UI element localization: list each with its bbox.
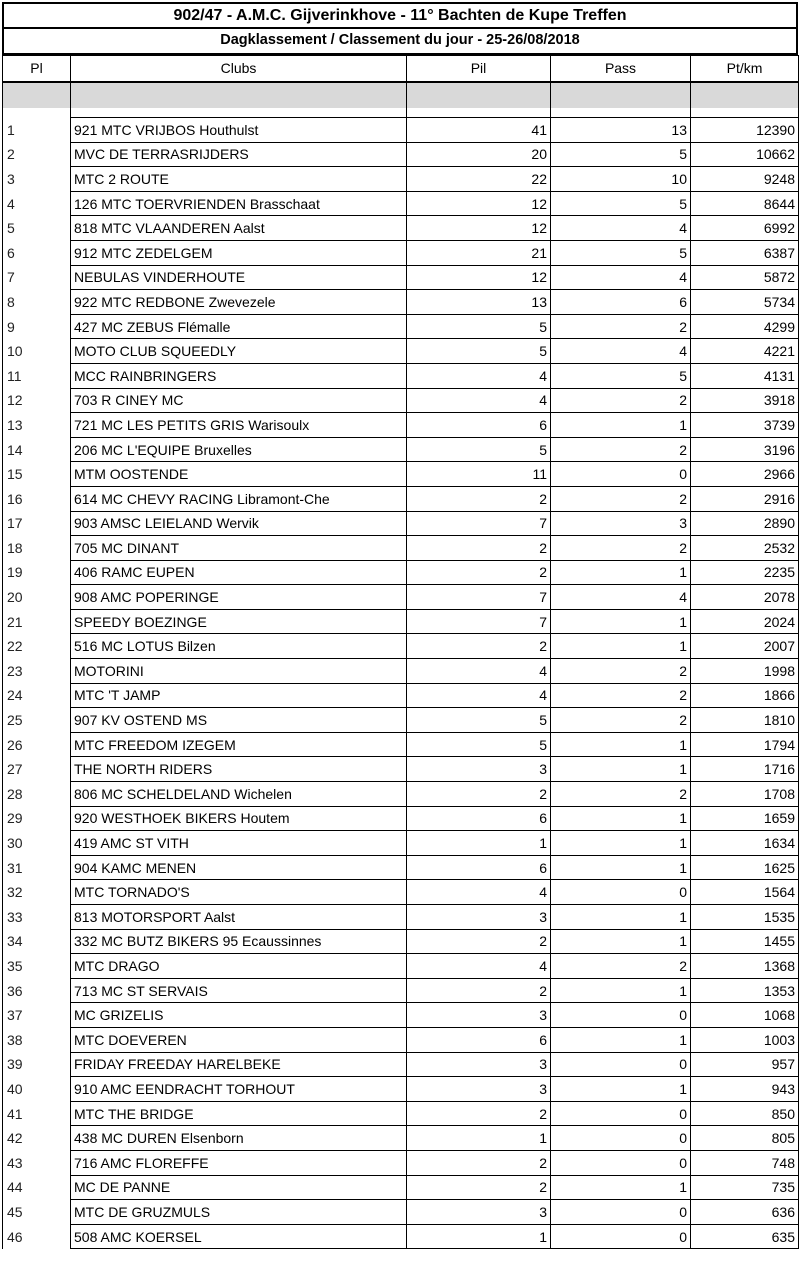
- pass-cell: 0: [551, 1200, 691, 1225]
- ptkm-cell: 1634: [691, 831, 799, 856]
- club-cell: 922 MTC REDBONE Zwevezele: [71, 290, 407, 315]
- ptkm-cell: 943: [691, 1077, 799, 1102]
- pil-cell: 22: [407, 167, 551, 192]
- rank-cell: 21: [3, 609, 71, 634]
- pass-cell: 4: [551, 339, 691, 364]
- rank-cell: 36: [3, 978, 71, 1003]
- pil-cell: 2: [407, 929, 551, 954]
- column-header-pil: Pil: [407, 56, 551, 82]
- club-cell: MC GRIZELIS: [71, 1003, 407, 1028]
- pil-cell: 21: [407, 240, 551, 265]
- club-cell: 912 MTC ZEDELGEM: [71, 240, 407, 265]
- rank-cell: 40: [3, 1077, 71, 1102]
- pil-cell: 1: [407, 1224, 551, 1249]
- table-row: [3, 1224, 799, 1249]
- document-title: 902/47 - A.M.C. Gijverinkhove - 11° Bachten de Kupe Treffen: [2, 2, 798, 29]
- club-cell: 716 AMC FLOREFFE: [71, 1150, 407, 1175]
- rank-cell: 4: [3, 191, 71, 216]
- rank-cell: 8: [3, 290, 71, 315]
- table-row: [3, 191, 799, 216]
- pil-cell: 5: [407, 314, 551, 339]
- club-cell: FRIDAY FREEDAY HARELBEKE: [71, 1052, 407, 1077]
- ptkm-cell: 1625: [691, 855, 799, 880]
- ptkm-cell: 1353: [691, 978, 799, 1003]
- pil-cell: 4: [407, 659, 551, 684]
- ptkm-cell: 4299: [691, 314, 799, 339]
- pass-cell: 2: [551, 486, 691, 511]
- pil-cell: 4: [407, 388, 551, 413]
- pass-cell: 4: [551, 216, 691, 241]
- club-cell: 818 MTC VLAANDEREN Aalst: [71, 216, 407, 241]
- table-row: [3, 413, 799, 438]
- club-cell: 910 AMC EENDRACHT TORHOUT: [71, 1077, 407, 1102]
- ptkm-cell: 1708: [691, 782, 799, 807]
- ptkm-cell: 1535: [691, 905, 799, 930]
- club-cell: 921 MTC VRIJBOS Houthulst: [71, 118, 407, 143]
- pil-cell: 6: [407, 806, 551, 831]
- document-subtitle: Dagklassement / Classement du jour - 25-26/08/2018: [2, 29, 798, 55]
- pass-cell: 10: [551, 167, 691, 192]
- pass-cell: 0: [551, 462, 691, 487]
- pil-cell: 6: [407, 855, 551, 880]
- club-cell: MTM OOSTENDE: [71, 462, 407, 487]
- club-cell: 721 MC LES PETITS GRIS Warisoulx: [71, 413, 407, 438]
- club-cell: 406 RAMC EUPEN: [71, 560, 407, 585]
- pass-cell: 5: [551, 191, 691, 216]
- table-row: [3, 240, 799, 265]
- pass-cell: 2: [551, 782, 691, 807]
- pil-cell: 13: [407, 290, 551, 315]
- pil-cell: 2: [407, 634, 551, 659]
- table-row: [3, 462, 799, 487]
- rank-cell: 17: [3, 511, 71, 536]
- ptkm-cell: 6387: [691, 240, 799, 265]
- pass-cell: 0: [551, 1224, 691, 1249]
- pil-cell: 2: [407, 1101, 551, 1126]
- ptkm-cell: 4221: [691, 339, 799, 364]
- ptkm-cell: 850: [691, 1101, 799, 1126]
- ptkm-cell: 805: [691, 1126, 799, 1151]
- rank-cell: 16: [3, 486, 71, 511]
- pil-cell: 20: [407, 142, 551, 167]
- pass-cell: 1: [551, 855, 691, 880]
- pil-cell: 3: [407, 1200, 551, 1225]
- ptkm-cell: 748: [691, 1150, 799, 1175]
- table-row: [3, 683, 799, 708]
- table-row: [3, 1052, 799, 1077]
- ptkm-cell: 957: [691, 1052, 799, 1077]
- pass-cell: 1: [551, 560, 691, 585]
- rank-cell: 30: [3, 831, 71, 856]
- table-row: [3, 388, 799, 413]
- table-row: [3, 265, 799, 290]
- pil-cell: 7: [407, 511, 551, 536]
- ptkm-cell: 1998: [691, 659, 799, 684]
- pil-cell: 2: [407, 560, 551, 585]
- spacer-row: [3, 108, 799, 118]
- rank-cell: 13: [3, 413, 71, 438]
- pil-cell: 5: [407, 708, 551, 733]
- pass-cell: 2: [551, 954, 691, 979]
- pil-cell: 6: [407, 413, 551, 438]
- pil-cell: 3: [407, 1003, 551, 1028]
- table-row: [3, 1175, 799, 1200]
- ptkm-cell: 10662: [691, 142, 799, 167]
- club-cell: 703 R CINEY MC: [71, 388, 407, 413]
- club-cell: 516 MC LOTUS Bilzen: [71, 634, 407, 659]
- table-row: [3, 511, 799, 536]
- pil-cell: 2: [407, 1175, 551, 1200]
- ptkm-cell: 5872: [691, 265, 799, 290]
- ptkm-cell: 1716: [691, 757, 799, 782]
- table-row: [3, 634, 799, 659]
- rank-cell: 35: [3, 954, 71, 979]
- pil-cell: 5: [407, 437, 551, 462]
- pass-cell: 2: [551, 708, 691, 733]
- ptkm-cell: 2966: [691, 462, 799, 487]
- club-cell: MC DE PANNE: [71, 1175, 407, 1200]
- pil-cell: 1: [407, 831, 551, 856]
- ranking-table: [2, 55, 799, 1249]
- pass-cell: 0: [551, 880, 691, 905]
- table-row: [3, 290, 799, 315]
- pil-cell: 12: [407, 191, 551, 216]
- pass-cell: 2: [551, 683, 691, 708]
- pass-cell: 13: [551, 118, 691, 143]
- pass-cell: 1: [551, 634, 691, 659]
- ptkm-cell: 6992: [691, 216, 799, 241]
- ranking-rows: [3, 118, 799, 1249]
- rank-cell: 43: [3, 1150, 71, 1175]
- club-cell: 813 MOTORSPORT Aalst: [71, 905, 407, 930]
- pass-cell: 6: [551, 290, 691, 315]
- pil-cell: 12: [407, 265, 551, 290]
- pass-cell: 1: [551, 757, 691, 782]
- rank-cell: 3: [3, 167, 71, 192]
- rank-cell: 45: [3, 1200, 71, 1225]
- club-cell: MTC 'T JAMP: [71, 683, 407, 708]
- club-cell: MTC TORNADO'S: [71, 880, 407, 905]
- ptkm-cell: 735: [691, 1175, 799, 1200]
- table-row: [3, 486, 799, 511]
- ptkm-cell: 12390: [691, 118, 799, 143]
- pass-cell: 1: [551, 609, 691, 634]
- rank-cell: 19: [3, 560, 71, 585]
- pass-cell: 4: [551, 585, 691, 610]
- ranking-sheet: [2, 2, 798, 1249]
- pil-cell: 2: [407, 486, 551, 511]
- club-cell: 508 AMC KOERSEL: [71, 1224, 407, 1249]
- club-cell: 419 AMC ST VITH: [71, 831, 407, 856]
- club-cell: 806 MC SCHELDELAND Wichelen: [71, 782, 407, 807]
- pass-cell: 0: [551, 1052, 691, 1077]
- pass-cell: 0: [551, 1150, 691, 1175]
- table-row: [3, 363, 799, 388]
- ptkm-cell: 2024: [691, 609, 799, 634]
- rank-cell: 18: [3, 536, 71, 561]
- rank-cell: 22: [3, 634, 71, 659]
- ptkm-cell: 2532: [691, 536, 799, 561]
- rank-cell: 37: [3, 1003, 71, 1028]
- club-cell: 427 MC ZEBUS Flémalle: [71, 314, 407, 339]
- rank-cell: 25: [3, 708, 71, 733]
- ptkm-cell: 8644: [691, 191, 799, 216]
- table-header-row: [3, 56, 799, 82]
- ptkm-cell: 1455: [691, 929, 799, 954]
- pass-cell: 1: [551, 978, 691, 1003]
- club-cell: MTC DOEVEREN: [71, 1027, 407, 1052]
- pil-cell: 3: [407, 1052, 551, 1077]
- table-row: [3, 437, 799, 462]
- ptkm-cell: 5734: [691, 290, 799, 315]
- rank-cell: 38: [3, 1027, 71, 1052]
- table-row: [3, 659, 799, 684]
- ptkm-cell: 2916: [691, 486, 799, 511]
- pil-cell: 2: [407, 1150, 551, 1175]
- pil-cell: 6: [407, 1027, 551, 1052]
- table-row: [3, 1077, 799, 1102]
- ptkm-cell: 3196: [691, 437, 799, 462]
- rank-cell: 23: [3, 659, 71, 684]
- pass-cell: 1: [551, 1077, 691, 1102]
- table-row: [3, 314, 799, 339]
- pass-cell: 1: [551, 1027, 691, 1052]
- rank-cell: 33: [3, 905, 71, 930]
- column-header-pass: Pass: [551, 56, 691, 82]
- ptkm-cell: 9248: [691, 167, 799, 192]
- pil-cell: 3: [407, 1077, 551, 1102]
- ptkm-cell: 1068: [691, 1003, 799, 1028]
- pass-cell: 1: [551, 905, 691, 930]
- club-cell: 206 MC L'EQUIPE Bruxelles: [71, 437, 407, 462]
- pil-cell: 1: [407, 1126, 551, 1151]
- ptkm-cell: 1368: [691, 954, 799, 979]
- ptkm-cell: 2078: [691, 585, 799, 610]
- pil-cell: 3: [407, 905, 551, 930]
- club-cell: 705 MC DINANT: [71, 536, 407, 561]
- pil-cell: 5: [407, 732, 551, 757]
- table-row: [3, 118, 799, 143]
- pass-cell: 0: [551, 1003, 691, 1028]
- pass-cell: 2: [551, 437, 691, 462]
- table-row: [3, 609, 799, 634]
- club-cell: NEBULAS VINDERHOUTE: [71, 265, 407, 290]
- ptkm-cell: 2890: [691, 511, 799, 536]
- club-cell: SPEEDY BOEZINGE: [71, 609, 407, 634]
- pass-cell: 3: [551, 511, 691, 536]
- rank-cell: 29: [3, 806, 71, 831]
- club-cell: MTC FREEDOM IZEGEM: [71, 732, 407, 757]
- ptkm-cell: 1810: [691, 708, 799, 733]
- ptkm-cell: 2235: [691, 560, 799, 585]
- club-cell: THE NORTH RIDERS: [71, 757, 407, 782]
- club-cell: MVC DE TERRASRIJDERS: [71, 142, 407, 167]
- rank-cell: 44: [3, 1175, 71, 1200]
- table-row: [3, 806, 799, 831]
- rank-cell: 34: [3, 929, 71, 954]
- rank-cell: 7: [3, 265, 71, 290]
- table-row: [3, 536, 799, 561]
- column-header-ptkm: Pt/km: [691, 56, 799, 82]
- pil-cell: 2: [407, 978, 551, 1003]
- rank-cell: 42: [3, 1126, 71, 1151]
- rank-cell: 27: [3, 757, 71, 782]
- club-cell: MTC DRAGO: [71, 954, 407, 979]
- rank-cell: 39: [3, 1052, 71, 1077]
- club-cell: 614 MC CHEVY RACING Libramont-Che: [71, 486, 407, 511]
- table-row: [3, 1101, 799, 1126]
- table-row: [3, 1126, 799, 1151]
- club-cell: 713 MC ST SERVAIS: [71, 978, 407, 1003]
- pass-cell: 0: [551, 1126, 691, 1151]
- rank-cell: 9: [3, 314, 71, 339]
- table-row: [3, 880, 799, 905]
- ptkm-cell: 4131: [691, 363, 799, 388]
- rank-cell: 1: [3, 118, 71, 143]
- ptkm-cell: 636: [691, 1200, 799, 1225]
- pass-cell: 2: [551, 314, 691, 339]
- pil-cell: 3: [407, 757, 551, 782]
- pass-cell: 2: [551, 536, 691, 561]
- club-cell: 904 KAMC MENEN: [71, 855, 407, 880]
- club-cell: MOTO CLUB SQUEEDLY: [71, 339, 407, 364]
- pass-cell: 5: [551, 240, 691, 265]
- table-row: [3, 216, 799, 241]
- ptkm-cell: 635: [691, 1224, 799, 1249]
- ptkm-cell: 3918: [691, 388, 799, 413]
- club-cell: 332 MC BUTZ BIKERS 95 Ecaussinnes: [71, 929, 407, 954]
- pil-cell: 7: [407, 585, 551, 610]
- table-row: [3, 585, 799, 610]
- rank-cell: 15: [3, 462, 71, 487]
- pil-cell: 2: [407, 782, 551, 807]
- rank-cell: 2: [3, 142, 71, 167]
- club-cell: 438 MC DUREN Elsenborn: [71, 1126, 407, 1151]
- table-row: [3, 1200, 799, 1225]
- pil-cell: 4: [407, 880, 551, 905]
- pil-cell: 4: [407, 363, 551, 388]
- ptkm-cell: 1794: [691, 732, 799, 757]
- rank-cell: 12: [3, 388, 71, 413]
- rank-cell: 31: [3, 855, 71, 880]
- table-row: [3, 978, 799, 1003]
- club-cell: 908 AMC POPERINGE: [71, 585, 407, 610]
- pass-cell: 0: [551, 1101, 691, 1126]
- club-cell: MOTORINI: [71, 659, 407, 684]
- ptkm-cell: 1659: [691, 806, 799, 831]
- ptkm-cell: 3739: [691, 413, 799, 438]
- rank-cell: 24: [3, 683, 71, 708]
- pil-cell: 2: [407, 536, 551, 561]
- pass-cell: 1: [551, 413, 691, 438]
- table-row: [3, 732, 799, 757]
- rank-cell: 20: [3, 585, 71, 610]
- column-header-clubs: Clubs: [71, 56, 407, 82]
- club-cell: MCC RAINBRINGERS: [71, 363, 407, 388]
- rank-cell: 26: [3, 732, 71, 757]
- rank-cell: 28: [3, 782, 71, 807]
- rank-cell: 10: [3, 339, 71, 364]
- table-row: [3, 905, 799, 930]
- table-row: [3, 1150, 799, 1175]
- table-row: [3, 831, 799, 856]
- shaded-band-row: [3, 82, 799, 108]
- pass-cell: 4: [551, 265, 691, 290]
- pil-cell: 12: [407, 216, 551, 241]
- club-cell: 903 AMSC LEIELAND Wervik: [71, 511, 407, 536]
- pass-cell: 5: [551, 363, 691, 388]
- pass-cell: 2: [551, 388, 691, 413]
- table-row: [3, 757, 799, 782]
- pil-cell: 5: [407, 339, 551, 364]
- table-row: [3, 167, 799, 192]
- pass-cell: 1: [551, 1175, 691, 1200]
- pil-cell: 11: [407, 462, 551, 487]
- ptkm-cell: 1003: [691, 1027, 799, 1052]
- rank-cell: 32: [3, 880, 71, 905]
- column-header-pl: Pl: [3, 56, 71, 82]
- table-row: [3, 782, 799, 807]
- club-cell: 126 MTC TOERVRIENDEN Brasschaat: [71, 191, 407, 216]
- rank-cell: 14: [3, 437, 71, 462]
- rank-cell: 41: [3, 1101, 71, 1126]
- rank-cell: 11: [3, 363, 71, 388]
- club-cell: 920 WESTHOEK BIKERS Houtem: [71, 806, 407, 831]
- club-cell: 907 KV OSTEND MS: [71, 708, 407, 733]
- club-cell: MTC THE BRIDGE: [71, 1101, 407, 1126]
- rank-cell: 5: [3, 216, 71, 241]
- table-row: [3, 954, 799, 979]
- ptkm-cell: 1564: [691, 880, 799, 905]
- pass-cell: 1: [551, 732, 691, 757]
- pil-cell: 4: [407, 683, 551, 708]
- pass-cell: 1: [551, 806, 691, 831]
- table-row: [3, 1003, 799, 1028]
- pass-cell: 1: [551, 929, 691, 954]
- table-row: [3, 855, 799, 880]
- rank-cell: 6: [3, 240, 71, 265]
- rank-cell: 46: [3, 1224, 71, 1249]
- table-row: [3, 560, 799, 585]
- club-cell: MTC 2 ROUTE: [71, 167, 407, 192]
- pass-cell: 1: [551, 831, 691, 856]
- pil-cell: 7: [407, 609, 551, 634]
- table-row: [3, 929, 799, 954]
- table-row: [3, 339, 799, 364]
- ptkm-cell: 2007: [691, 634, 799, 659]
- pil-cell: 4: [407, 954, 551, 979]
- table-row: [3, 1027, 799, 1052]
- pil-cell: 41: [407, 118, 551, 143]
- club-cell: MTC DE GRUZMULS: [71, 1200, 407, 1225]
- pass-cell: 5: [551, 142, 691, 167]
- pass-cell: 2: [551, 659, 691, 684]
- ptkm-cell: 1866: [691, 683, 799, 708]
- table-row: [3, 142, 799, 167]
- table-row: [3, 708, 799, 733]
